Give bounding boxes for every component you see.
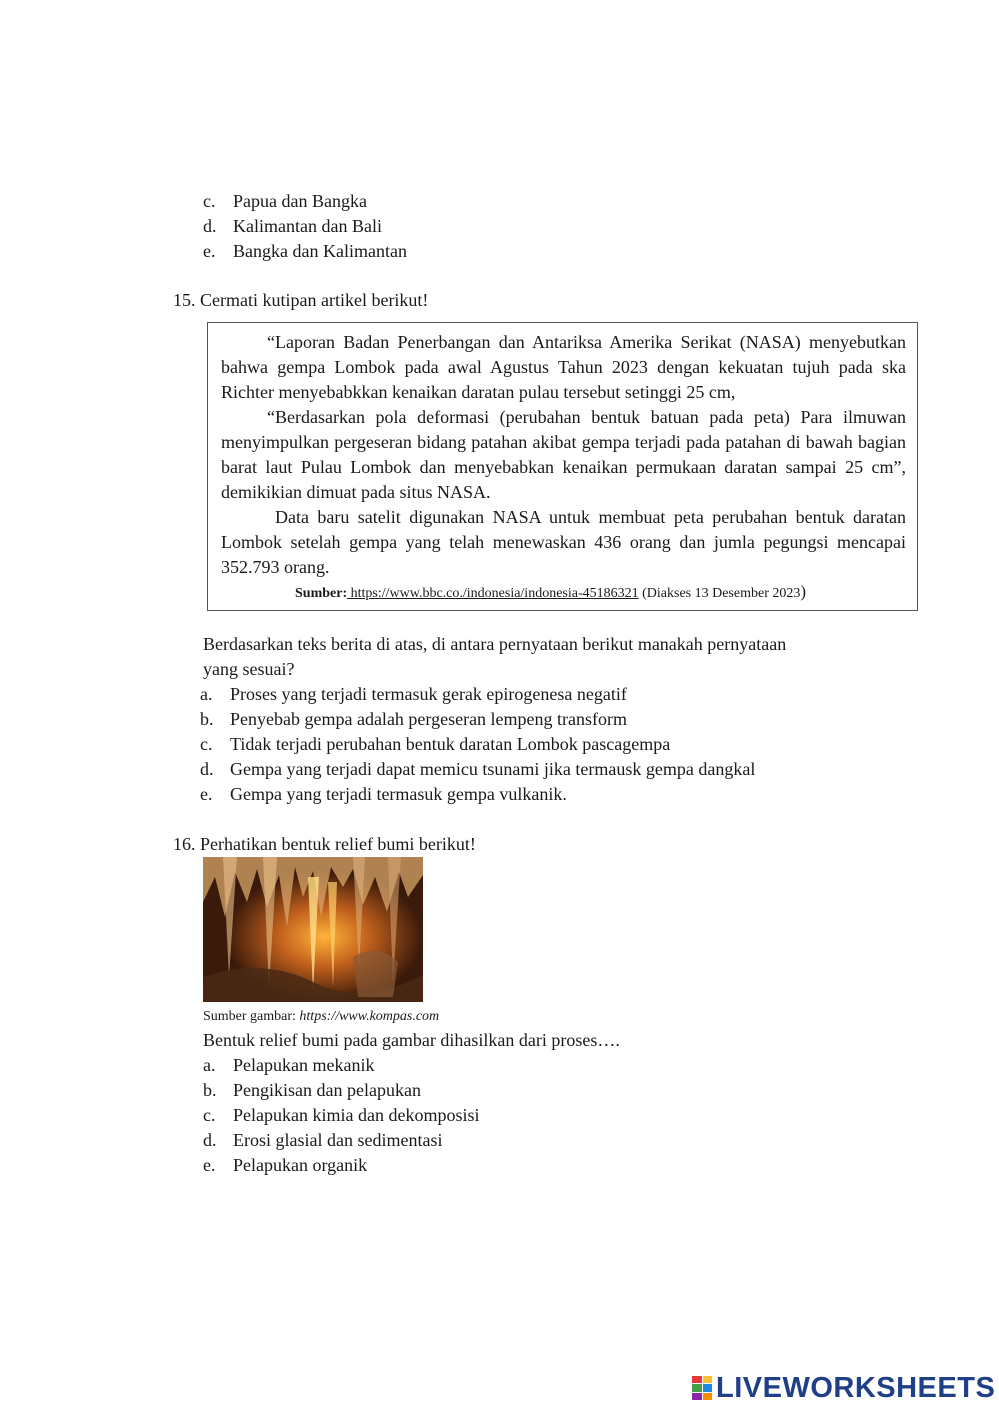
option-text: Gempa yang terjadi dapat memicu tsunami jika termausk gempa dangkal bbox=[230, 759, 756, 779]
option-letter: d. bbox=[203, 1130, 217, 1150]
source-link[interactable]: https://www.bbc.co./indonesia/indonesia-45186321 bbox=[347, 586, 639, 601]
option-letter: b. bbox=[200, 709, 214, 729]
option-letter: d. bbox=[203, 216, 217, 236]
q16-option-b[interactable] bbox=[203, 1079, 421, 1101]
option-text: Pelapukan mekanik bbox=[233, 1055, 375, 1075]
option-letter: d. bbox=[200, 759, 214, 779]
source-close: ) bbox=[800, 582, 807, 601]
q16-option-e[interactable] bbox=[203, 1154, 367, 1176]
option-text: Pengikisan dan pelapukan bbox=[233, 1080, 421, 1100]
q16-heading bbox=[173, 833, 476, 855]
question-number: 16. bbox=[173, 834, 196, 854]
q16-option-a[interactable] bbox=[203, 1054, 374, 1076]
brand-text: LIVEWORKSHEETS bbox=[716, 1371, 996, 1404]
q15-option-e[interactable] bbox=[200, 783, 567, 805]
option-letter: a. bbox=[203, 1055, 216, 1075]
option-text: Bangka dan Kalimantan bbox=[233, 241, 407, 261]
option-text: Papua dan Bangka bbox=[233, 191, 367, 211]
q15-option-a[interactable] bbox=[200, 683, 627, 705]
question-number: 15. bbox=[173, 290, 196, 310]
option-text: Pelapukan organik bbox=[233, 1155, 368, 1175]
article-paragraph-1: “Laporan Badan Penerbangan dan Antariksa Amerika Serikat (NASA) menyebutkan bahwa gempa Lombok pada awal Agustus Tahun 2023 dengan kekuatan tujuh pada ska Richter menyebabkkan kenaikan daratan pulau tersebut setinggi 25 cm, bbox=[221, 332, 906, 402]
article-paragraph-3: Data baru satelit digunakan NASA untuk membuat peta perubahan bentuk daratan Lombok setelah gempa yang telah menewaskan 436 orang dan jumla pegungsi mencapai 352.793 orang. bbox=[221, 507, 906, 577]
q16-option-c[interactable] bbox=[203, 1104, 479, 1126]
caption-label: Sumber gambar: bbox=[203, 1009, 300, 1024]
option-text: Kalimantan dan Bali bbox=[233, 216, 382, 236]
q15-question-line-2: yang sesuai? bbox=[203, 659, 295, 679]
q14-option-e[interactable] bbox=[203, 240, 407, 262]
q16-option-d[interactable] bbox=[203, 1129, 442, 1151]
option-letter: c. bbox=[200, 734, 213, 754]
option-letter: b. bbox=[203, 1080, 217, 1100]
article-source bbox=[295, 583, 806, 603]
option-letter: e. bbox=[200, 784, 213, 804]
option-text: Gempa yang terjadi termasuk gempa vulkanik. bbox=[230, 784, 567, 804]
q16-question: Bentuk relief bumi pada gambar dihasilkan dari proses…. bbox=[203, 1030, 620, 1050]
option-text: Erosi glasial dan sedimentasi bbox=[233, 1130, 443, 1150]
q15-option-b[interactable] bbox=[200, 708, 627, 730]
liveworksheets-icon bbox=[692, 1376, 712, 1400]
q14-option-c[interactable] bbox=[203, 190, 367, 212]
source-label: Sumber: bbox=[295, 586, 348, 601]
source-accessed: (Diakses 13 Desember 2023 bbox=[638, 586, 801, 601]
q15-option-c[interactable] bbox=[200, 733, 670, 755]
option-letter: e. bbox=[203, 1155, 216, 1175]
image-caption bbox=[203, 1008, 439, 1026]
q14-option-d[interactable] bbox=[203, 215, 382, 237]
article-paragraph-2: “Berdasarkan pola deformasi (perubahan bentuk batuan pada peta) Para ilmuwan menyimpulkan pergeseran bidang patahan akibat gempa terjadi pada patahan di bawah bagian barat laut Pulau Lombok dan menyebabkan kenaikan permukaan daratan sampai 25 cm”, demikikian dimuat pada situs NASA. bbox=[221, 407, 906, 502]
q15-question-line-1: Berdasarkan teks berita di atas, di antara pernyataan berikut manakah pernyataan bbox=[203, 634, 787, 654]
caption-url: https://www.kompas.com bbox=[299, 1009, 440, 1024]
cave-stalactite-image bbox=[203, 857, 423, 1002]
q15-option-d[interactable] bbox=[200, 758, 755, 780]
question-prompt: Cermati kutipan artikel berikut! bbox=[200, 290, 429, 310]
option-letter: c. bbox=[203, 191, 216, 211]
option-text: Proses yang terjadi termasuk gerak epirogenesa negatif bbox=[230, 684, 627, 704]
liveworksheets-logo bbox=[692, 1373, 995, 1403]
option-letter: a. bbox=[200, 684, 213, 704]
option-letter: c. bbox=[203, 1105, 216, 1125]
option-letter: e. bbox=[203, 241, 216, 261]
option-text: Pelapukan kimia dan dekomposisi bbox=[233, 1105, 480, 1125]
question-prompt: Perhatikan bentuk relief bumi berikut! bbox=[200, 834, 476, 854]
option-text: Penyebab gempa adalah pergeseran lempeng transform bbox=[230, 709, 628, 729]
q15-heading bbox=[173, 289, 428, 311]
option-text: Tidak terjadi perubahan bentuk daratan Lombok pascagempa bbox=[230, 734, 671, 754]
